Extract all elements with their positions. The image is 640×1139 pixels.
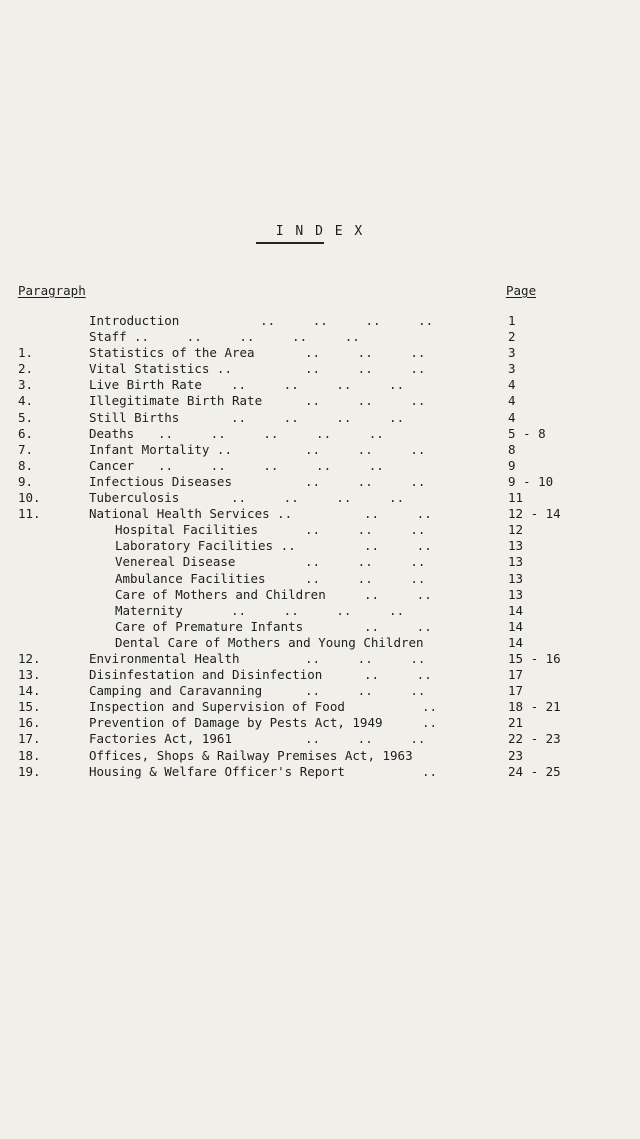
index-entry [0,554,640,570]
paragraph-number: 13. [18,667,41,683]
index-entry [0,410,640,426]
leader-dots: .. .. .. [305,683,426,699]
leader-dots: .. .. .. .. [230,313,434,328]
paragraph-number: 16. [18,715,41,731]
leader-dots: .. .. .. .. [231,409,405,425]
entry-label: Infectious Diseases [89,473,232,489]
page-reference: 18 - 21 [508,699,561,715]
index-entry [0,458,640,474]
index-entry [0,764,640,780]
index-entry [0,329,640,345]
entry-label: Factories Act, 1961 [89,731,232,747]
index-entry [0,506,640,522]
leader-dots: .. .. .. [305,554,426,570]
page-reference: 14 [508,634,524,650]
index-entry [0,603,640,619]
leader-dots: .. .. [364,618,432,634]
page-reference: 5 - 8 [508,425,546,441]
index-entry [0,474,640,490]
entry-label: Deaths [89,425,135,441]
leader-dots: .. .. .. [305,393,426,409]
page-reference: 24 - 25 [508,763,561,779]
index-entry [0,667,640,683]
leader-dots: .. .. [364,506,432,522]
index-entry [0,587,640,603]
entry-label: Venereal Disease [115,554,236,570]
index-entry [0,571,640,587]
page-title: I N D E X [275,224,365,239]
leader-dots: .. .. [364,538,432,554]
leader-dots: .. .. .. [305,731,426,747]
leader-dots: .. .. .. [305,570,426,586]
entry-label: Still Births [89,409,180,425]
paragraph-number: 2. [18,361,34,377]
page-reference: 15 - 16 [508,650,561,666]
entry-label: Care of Premature Infants [115,618,304,634]
page-reference: 11 [508,490,524,506]
paragraph-number: 7. [18,441,34,457]
entry-label: Care of Mothers and Children [115,586,326,602]
leader-dots: .. .. .. .. [231,377,405,393]
paragraph-number: 19. [18,763,41,779]
leader-dots: .. .. .. [305,345,426,361]
page-reference: 17 [508,683,524,699]
paragraph-number: 3. [18,377,34,393]
paragraph-number: 4. [18,393,34,409]
page-reference: 13 [508,586,524,602]
paragraph-number: 14. [18,683,41,699]
page-reference: 23 [508,747,524,763]
paragraph-number: 18. [18,747,41,763]
entry-label: Inspection and Supervision of Food [89,699,345,715]
page-reference: 4 [508,377,516,393]
page-reference: 13 [508,554,524,570]
page-reference: 14 [508,602,524,618]
index-entry [0,361,640,377]
index-entries [0,313,640,780]
paragraph-number: 12. [18,650,41,666]
paragraph-number: 5. [18,409,34,425]
page-reference: 1 [508,313,516,328]
page-reference: 3 [508,345,516,361]
entry-label: Housing & Welfare Officer's Report [89,763,345,779]
entry-label: Live Birth Rate [89,377,202,393]
entry-label: Ambulance Facilities [115,570,266,586]
paragraph-number: 6. [18,425,34,441]
leader-dots: .. .. .. [305,473,426,489]
page-reference: 4 [508,393,516,409]
page-reference: 17 [508,667,524,683]
page-reference: 13 [508,570,524,586]
entry-label: Offices, Shops & Railway Premises Act, 1963 [89,747,413,763]
index-entry [0,635,640,651]
entry-label: Environmental Health [89,650,240,666]
entry-label: Dental Care of Mothers and Young Children [115,634,424,650]
entry-label: Maternity [115,602,183,618]
leader-dots: .. .. [364,586,432,602]
page-reference: 9 - 10 [508,473,554,489]
entry-label: National Health Services .. [89,506,293,522]
index-entry [0,522,640,538]
entry-label: Prevention of Damage by Pests Act, 1949 [89,715,383,731]
entry-label: Tuberculosis [89,490,180,506]
page-reference: 12 - 14 [508,506,561,522]
entry-label: Illegitimate Birth Rate [89,393,263,409]
page-reference: 12 [508,522,524,538]
index-entry [0,313,640,329]
index-entry [0,699,640,715]
paragraph-number: 17. [18,731,41,747]
page-reference: 13 [508,538,524,554]
entry-label: Cancer [89,457,135,473]
entry-label: Staff [89,329,127,345]
index-entry [0,683,640,699]
page-reference: 21 [508,715,524,731]
title-underline [256,242,324,244]
page-reference: 4 [508,409,516,425]
page-reference: 22 - 23 [508,731,561,747]
entry-label: Vital Statistics .. [89,361,232,377]
entry-label: Hospital Facilities [115,522,258,538]
paragraph-column-header: Paragraph [18,283,86,298]
index-entry [0,748,640,764]
index-entry [0,345,640,361]
index-entry [0,619,640,635]
leader-dots: .. .. .. .. .. [134,329,360,345]
paragraph-number: 9. [18,473,34,489]
paragraph-number: 1. [18,345,34,361]
page-reference: 8 [508,441,516,457]
page-column-header: Page [506,283,537,298]
paragraph-number: 15. [18,699,41,715]
page-reference: 14 [508,618,524,634]
index-entry [0,377,640,393]
leader-dots: .. .. .. .. .. [158,457,384,473]
entry-label: Infant Mortality .. [89,441,232,457]
index-entry [0,731,640,747]
leader-dots: .. [422,715,438,731]
leader-dots: .. .. .. [305,522,426,538]
paragraph-number: 11. [18,506,41,522]
index-entry [0,442,640,458]
index-entry [0,538,640,554]
leader-dots: .. .. .. .. [231,602,405,618]
entry-label: Statistics of the Area [89,345,255,361]
entry-label: Camping and Caravanning [89,683,263,699]
index-entry [0,490,640,506]
index-entry [0,426,640,442]
leader-dots: .. .. .. [305,441,426,457]
paragraph-number: 10. [18,490,41,506]
page-reference: 3 [508,361,516,377]
entry-label: Introduction [89,313,180,328]
leader-dots: .. [422,699,438,715]
leader-dots: .. .. .. .. [231,490,405,506]
leader-dots: .. [422,763,438,779]
page-reference: 2 [508,329,516,345]
index-entry [0,715,640,731]
entry-label: Laboratory Facilities .. [115,538,296,554]
leader-dots: .. .. .. .. .. [158,425,384,441]
leader-dots: .. .. .. [305,361,426,377]
index-entry [0,393,640,409]
leader-dots: .. .. [364,667,432,683]
paragraph-number: 8. [18,457,34,473]
leader-dots: .. .. .. [305,650,426,666]
page-reference: 9 [508,457,516,473]
index-entry [0,651,640,667]
entry-label: Disinfestation and Disinfection [89,667,323,683]
